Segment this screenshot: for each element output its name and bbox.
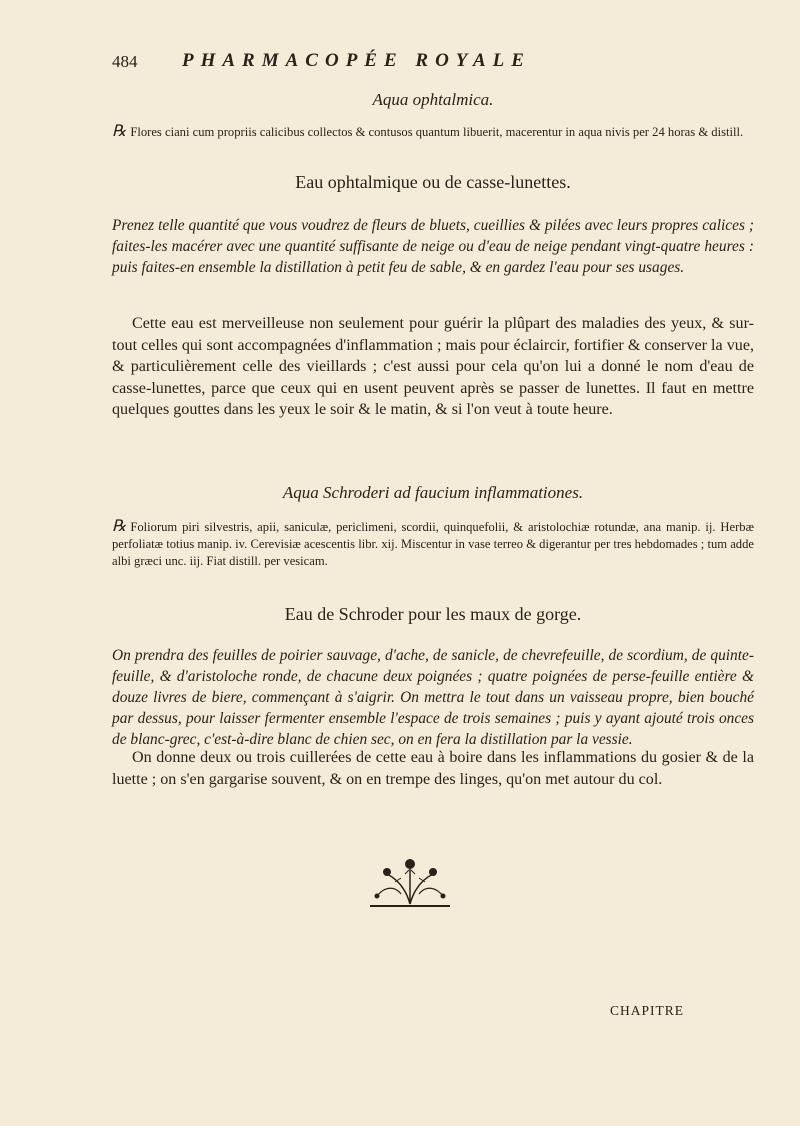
- page-number: 484: [112, 52, 138, 71]
- floral-vignette-icon: [365, 856, 455, 908]
- latin-title: Aqua ophtalmica.: [372, 90, 494, 109]
- running-title: PHARMACOPÉE ROYALE: [182, 50, 531, 71]
- latin-recipe-text: Foliorum piri silvestris, apii, saniculæ, periclimeni, scordii, quinquefolii, & aristolochiæ rotundæ, ana manip. ij. Herbæ perfoliatæ totius manip. iv. Cerevisiæ acescentis libr. xij. Miscentur in vase terreo & digerantur per tres hebdomades ; tum adde albi græci unc. iij. Fiat distill. per vesicam.: [112, 520, 754, 568]
- recipe-symbol-icon: ℞: [112, 123, 127, 140]
- latin-recipe: [112, 123, 754, 141]
- page-header: [112, 52, 742, 80]
- commentary-paragraph: On donne deux ou trois cuillerées de cette eau à boire dans les inflammations du gosier & de la luette ; on s'en gargarise souvent, & on en trempe des linges, qu'on met autour du col.: [112, 749, 754, 788]
- french-title: Eau ophtalmique ou de casse-lunettes.: [295, 172, 571, 192]
- french-recipe: Prenez telle quantité que vous voudrez de fleurs de bluets, cueillies & pilées avec leurs propres calices ; faites-les macérer avec une quantité suffisante de neige ou d'eau de neige pendant vingt-quatre heures : puis faites-en ensemble la distillation à petit feu de sable, & en gardez l'eau pour ses usages.: [112, 217, 754, 276]
- catchword: CHAPITRE: [610, 1003, 685, 1018]
- french-title: Eau de Schroder pour les maux de gorge.: [284, 604, 582, 624]
- recipe-symbol-icon: ℞: [112, 518, 127, 535]
- commentary-paragraph: Cette eau est merveilleuse non seulement pour guérir la plûpart des maladies des yeux, & sur-tout celles qui sont accompagnées d'inflammation ; mais pour éclaircir, fortifier & conserver la vue, & particulièrement celle des vieillards ; c'est aussi pour cela qu'on lui a donné le nom d'eau de casse-lunettes, parce que ceux qui en usent peuvent après se passer de lunettes. Il faut en mettre quelques gouttes dans les yeux le soir & le matin, & si l'on veut à toute heure.: [112, 315, 754, 418]
- latin-recipe-text: Flores ciani cum propriis calicibus collectos & contusos quantum libuerit, macerentur in aqua nivis per 24 horas & distill.: [130, 125, 744, 139]
- french-recipe: On prendra des feuilles de poirier sauvage, d'ache, de sanicle, de chevrefeuille, de scordium, de quinte-feuille, & d'aristoloche ronde, de chacune deux poignées ; quatre poignées de perse-feuille entière & douze livres de biere, commençant à s'aigrir. On mettra le tout dans un vaisseau propre, bien bouché par dessus, pour laisser fermenter ensemble l'espace de trois semaines ; puis y ayant ajouté trois onces de blanc-grec, c'est-à-dire blanc de chien sec, on en fera la distillation par la vessie.: [112, 647, 754, 748]
- latin-title: Aqua Schroderi ad faucium inflammationes.: [282, 483, 584, 502]
- latin-recipe: [112, 518, 754, 570]
